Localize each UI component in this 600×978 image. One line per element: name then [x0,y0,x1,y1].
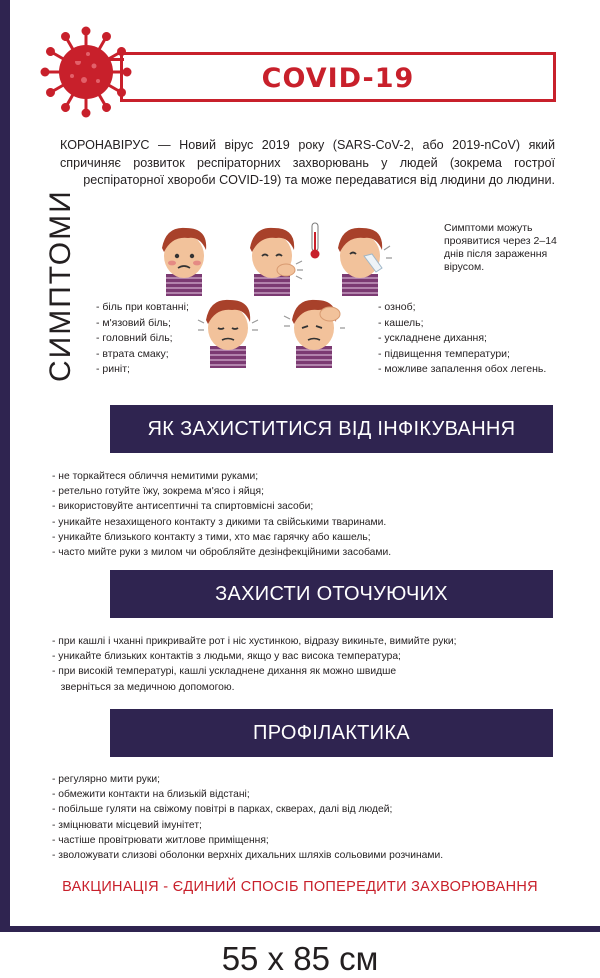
thermometer-icon [308,222,322,260]
list-item: - побільше гуляти на свіжому повітрі в парках, скверах, далі від людей; [52,804,393,816]
list-item: - уникайте близьких контактів з людьми, якщо у вас висока температура; [52,651,401,663]
list-item: - при високій температурі, кашлі ускладнене дихання як можно швидше [52,666,397,678]
protection-list [52,469,391,560]
list-item: - уникайте незахищеного контакту з дикими та свійськими тваринами. [52,516,387,528]
list-item: - можливе запалення обох легень. [378,363,547,375]
list-item: - при кашлі і чханні прикривайте рот і ніс хустинкою, відразу викиньте, вимийте руки; [52,636,457,647]
list-item: - біль при ковтанні; [96,301,189,313]
list-item: - не торкайтеся обличчя немитими руками; [52,471,259,482]
sick-person-weak-icon [196,298,260,368]
list-item: - риніт; [96,363,130,375]
list-item: - ускладнене дихання; [378,332,487,344]
list-item: - використовуйте антисептичні та спиртовмісні засоби; [52,501,314,513]
list-item: - м'язовий біль; [96,316,171,329]
symptoms-list-right [378,300,546,378]
page-title: COVID-19 [261,63,415,94]
list-item: - головний біль; [96,332,173,344]
section-heading-protect-others: ЗАХИСТИ ОТОЧУЮЧИХ [110,570,553,618]
list-item: - регулярно мити руки; [52,774,161,785]
prevention-list [52,772,443,863]
list-item: - часто мийте руки з милом чи обробляйте дезінфекційними засобами. [52,547,392,559]
section-heading-protection: ЯК ЗАХИСТИТИСЯ ВІД ІНФІКУВАННЯ [110,405,553,453]
sick-person-sore-throat-icon [152,222,216,296]
list-item: - уникайте близького контакту з тими, хто має гарячку або кашель; [52,531,371,543]
list-item: - підвищення температури; [378,347,510,360]
section-heading-prevention: ПРОФІЛАКТИКА [110,709,553,757]
poster-frame-bottom [0,926,600,932]
list-item: - частіше провітрювати житлове приміщення; [52,834,269,846]
size-label: 55 х 85 см [221,940,379,977]
title-connector-line [64,58,124,61]
list-item: - зміцнювати місцевий імунітет; [52,819,202,831]
list-item: - озноб; [378,301,416,313]
sick-person-runny-nose-icon [328,222,392,296]
list-item: - ретельно готуйте їжу, зокрема м'ясо і яйця; [52,486,264,498]
list-item: - кашель; [378,316,424,329]
symptoms-list-left [96,300,189,378]
protect-others-list [52,634,457,695]
symptoms-onset-note: Симптоми можуть проявитися через 2–14 днів після зараження вірусом. [444,222,557,273]
sick-person-cough-icon [240,222,304,296]
list-item: - втрата смаку; [96,347,169,360]
list-item: зверніться за медичною допомогою. [52,681,235,693]
title-box [120,52,556,102]
vaccination-slogan: ВАКЦИНАЦІЯ - ЄДИНИЙ СПОСІБ ПОПЕРЕДИТИ ЗАХВОРЮВАННЯ [62,879,538,895]
list-item: - зволожувати слизові оболонки верхніх дихальних шляхів сольовими розчинами. [52,850,444,862]
symptoms-heading: СИМПТОМИ [44,189,77,382]
list-item: - обмежити контакти на близькій відстані; [52,789,250,801]
intro-text: КОРОНАВІРУС — Новий вірус 2019 року (SARS-CoV-2, або 2019-nCoV) який спричиняє розвиток респіраторних захворювань у людей (зокрема гострої респіраторної хвороби COVID-19) та може передаватися від людини до людини. [60,138,555,187]
poster-frame-left [0,0,10,932]
sick-person-headache-icon [282,298,346,368]
